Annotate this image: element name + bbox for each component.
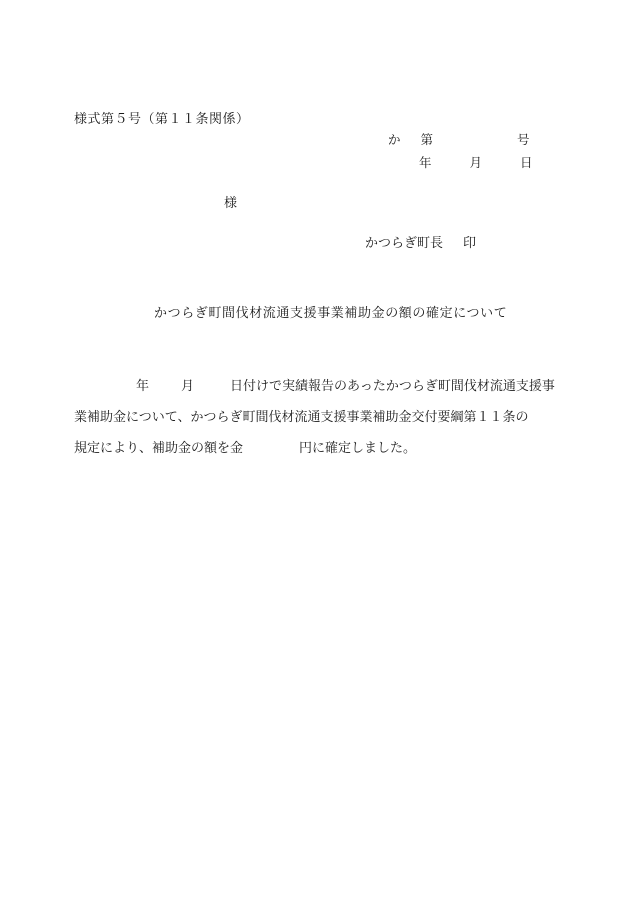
body-line-3	[74, 432, 558, 463]
document-number-dai-label: 第	[420, 133, 434, 147]
document-number-go-label: 号	[517, 133, 530, 147]
issue-date-day-label: 日	[520, 156, 533, 170]
body-line-3-prefix: 規定により、補助金の額を金	[74, 440, 244, 455]
body-line-2: 業補助金について、かつらぎ町間伐材流通支援事業補助金交付要綱第１１条の	[74, 409, 529, 424]
form-id-label: 様式第５号（第１１条関係）	[74, 111, 250, 126]
document-body	[74, 370, 558, 463]
document-title: かつらぎ町間伐材流通支援事業補助金の額の確定について	[154, 305, 508, 320]
document-number-prefix: か	[388, 133, 401, 147]
body-line-1	[74, 370, 558, 401]
addressee-honorific: 様	[224, 195, 238, 210]
report-date-month-label: 月	[181, 378, 195, 393]
body-line-1-text: 日付けで実績報告のあったかつらぎ町間伐材流通支援事	[230, 378, 555, 393]
body-line-3-suffix: 円に確定しました。	[299, 440, 417, 455]
report-date-year-label: 年	[136, 378, 150, 393]
issue-date-row	[419, 153, 533, 171]
document-number-row	[388, 130, 530, 148]
issue-date-month-label: 月	[469, 156, 483, 170]
issuer-name: かつらぎ町長	[365, 235, 444, 250]
seal-mark: 印	[463, 235, 477, 250]
issue-date-year-label: 年	[419, 156, 432, 170]
addressee-row	[224, 192, 237, 211]
issuer-row	[365, 232, 476, 251]
